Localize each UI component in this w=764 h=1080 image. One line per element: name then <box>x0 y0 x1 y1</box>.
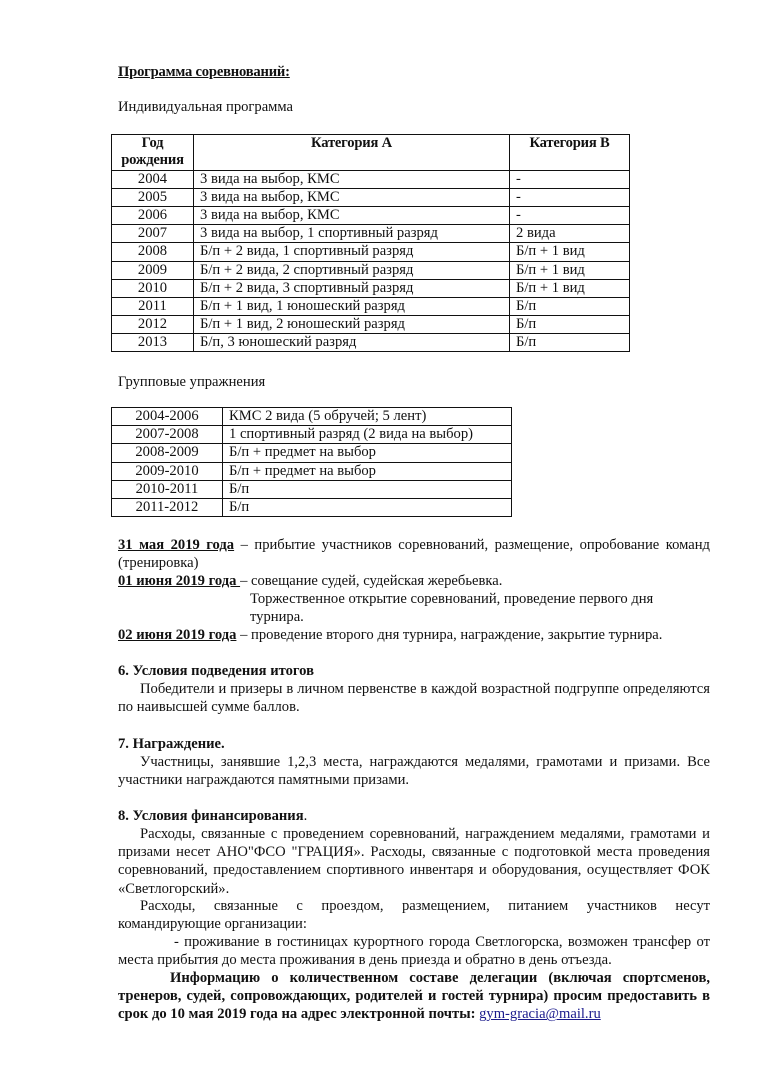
program-title: Программа соревнований: <box>118 64 290 80</box>
category-b-cell: - <box>510 170 630 188</box>
year-range-cell: 2007-2008 <box>112 426 223 444</box>
birth-year-cell: 2008 <box>112 243 194 261</box>
category-b-cell: Б/п <box>510 297 630 315</box>
group-exercises-table <box>111 407 512 517</box>
category-a-cell: Б/п + 2 вида, 3 спортивный разряд <box>194 279 510 297</box>
schedule-day-2-extra: Торжественное открытие соревнований, проведение первого дня турнира. <box>250 591 654 626</box>
birth-year-cell: 2004 <box>112 170 194 188</box>
section-6-heading: 6. Условия подведения итогов <box>118 663 314 679</box>
schedule-text: – совещание судей, судейская жеребьевка. <box>240 573 503 589</box>
category-a-cell: Б/п + 2 вида, 2 спортивный разряд <box>194 261 510 279</box>
individual-program-heading: Индивидуальная программа <box>118 99 294 115</box>
category-b-cell: Б/п + 1 вид <box>510 279 630 297</box>
section-8-heading-text: 8. Условия финансирования <box>118 808 304 824</box>
category-a-cell: Б/п, 3 юношеский разряд <box>194 334 510 352</box>
section-8-heading-dot: . <box>303 808 308 824</box>
program-cell: КМС 2 вида (5 обручей; 5 лент) <box>223 408 512 426</box>
section-7-heading: 7. Награждение. <box>118 736 225 752</box>
category-a-cell: 3 вида на выбор, КМС <box>194 206 510 224</box>
category-a-cell: 3 вида на выбор, 1 спортивный разряд <box>194 225 510 243</box>
category-a-cell: Б/п + 1 вид, 1 юношеский разряд <box>194 297 510 315</box>
table-row <box>112 243 630 261</box>
birth-year-cell: 2009 <box>112 261 194 279</box>
category-b-cell: - <box>510 206 630 224</box>
schedule-day-3 <box>118 626 710 644</box>
schedule-day-1 <box>118 536 710 572</box>
category-b-cell: Б/п <box>510 334 630 352</box>
program-cell: Б/п + предмет на выбор <box>223 444 512 462</box>
program-cell: Б/п <box>223 498 512 516</box>
program-cell: Б/п + предмет на выбор <box>223 462 512 480</box>
schedule-date: 31 мая 2019 года <box>118 537 235 553</box>
birth-year-cell: 2011 <box>112 297 194 315</box>
table-row <box>112 279 630 297</box>
birth-year-cell: 2005 <box>112 188 194 206</box>
schedule-text: – проведение второго дня турнира, награждение, закрытие турнира. <box>236 627 663 643</box>
year-range-cell: 2009-2010 <box>112 462 223 480</box>
table-header-row <box>112 135 630 171</box>
birth-year-cell: 2013 <box>112 334 194 352</box>
category-b-cell: Б/п + 1 вид <box>510 261 630 279</box>
birth-year-cell: 2010 <box>112 279 194 297</box>
group-exercises-heading: Групповые упражнения <box>118 374 266 390</box>
table-row <box>112 426 512 444</box>
email-link[interactable]: gym-gracia@mail.ru <box>479 1006 601 1023</box>
table-row <box>112 334 630 352</box>
table-row <box>112 444 512 462</box>
table-row <box>112 188 630 206</box>
table-row <box>112 498 512 516</box>
program-cell: Б/п <box>223 480 512 498</box>
schedule-date: 01 июня 2019 года <box>118 573 241 589</box>
section-8-heading <box>118 807 710 825</box>
table-row <box>112 261 630 279</box>
year-range-cell: 2004-2006 <box>112 408 223 426</box>
table-row <box>112 297 630 315</box>
section-8-paragraph-3: - проживание в гостиницах курортного города Светлогорска, возможен трансфер от места прибытия до места проживания в день приезда и обратно в день отъезда. <box>118 934 710 969</box>
year-range-cell: 2010-2011 <box>112 480 223 498</box>
category-b-cell: - <box>510 188 630 206</box>
table-row <box>112 225 630 243</box>
table-row <box>112 170 630 188</box>
category-a-cell: 3 вида на выбор, КМС <box>194 188 510 206</box>
schedule-text: – прибытие участников соревнований, размещение, опробование команд (тренировка) <box>118 537 710 572</box>
birth-year-cell: 2007 <box>112 225 194 243</box>
schedule-date: 02 июня 2019 года <box>118 627 237 643</box>
table-row <box>112 408 512 426</box>
birth-year-cell: 2012 <box>112 316 194 334</box>
year-range-cell: 2008-2009 <box>112 444 223 462</box>
category-a-cell: 3 вида на выбор, КМС <box>194 170 510 188</box>
program-cell: 1 спортивный разряд (2 вида на выбор) <box>223 426 512 444</box>
table-row <box>112 480 512 498</box>
delegation-info-text: Информацию о количественном составе делегации (включая спортсменов, тренеров, судей, сопровождающих, родителей и гостей турнира) просим предоставить в срок до 10 мая 2019 года на адрес электронной почты: <box>118 970 710 1023</box>
schedule-day-2 <box>118 572 710 590</box>
birth-year-cell: 2006 <box>112 206 194 224</box>
section-7-body: Участницы, занявшие 1,2,3 места, награждаются медалями, грамотами и призами. Все участники награждаются памятными призами. <box>118 754 710 789</box>
year-range-cell: 2011-2012 <box>112 498 223 516</box>
table-row <box>112 316 630 334</box>
section-8-paragraph-1: Расходы, связанные с проведением соревнований, награждением медалями, грамотами и призами несет АНО"ФСО "ГРАЦИЯ». Расходы, связанные с подготовкой места проведения соревнований, предоставлением спортивного инвентаря и оборудования, осуществляет ФОК «Светлогорский». <box>118 826 710 897</box>
category-b-cell: 2 вида <box>510 225 630 243</box>
column-header-birth-year: Год рождения <box>112 135 194 171</box>
section-6-body: Победители и призеры в личном первенстве в каждой возрастной подгруппе определяются по наивысшей сумме баллов. <box>118 681 710 716</box>
category-b-cell: Б/п + 1 вид <box>510 243 630 261</box>
individual-program-table <box>111 134 630 352</box>
table-row <box>112 206 630 224</box>
category-a-cell: Б/п + 2 вида, 1 спортивный разряд <box>194 243 510 261</box>
category-a-cell: Б/п + 1 вид, 2 юношеский разряд <box>194 316 510 334</box>
category-b-cell: Б/п <box>510 316 630 334</box>
column-header-category-a: Категория А <box>194 135 510 171</box>
section-8-paragraph-2: Расходы, связанные с проездом, размещением, питанием участников несут командирующие организации: <box>118 898 710 933</box>
section-8-paragraph-4 <box>118 969 710 1024</box>
table-row <box>112 462 512 480</box>
column-header-category-b: Категория В <box>510 135 630 171</box>
